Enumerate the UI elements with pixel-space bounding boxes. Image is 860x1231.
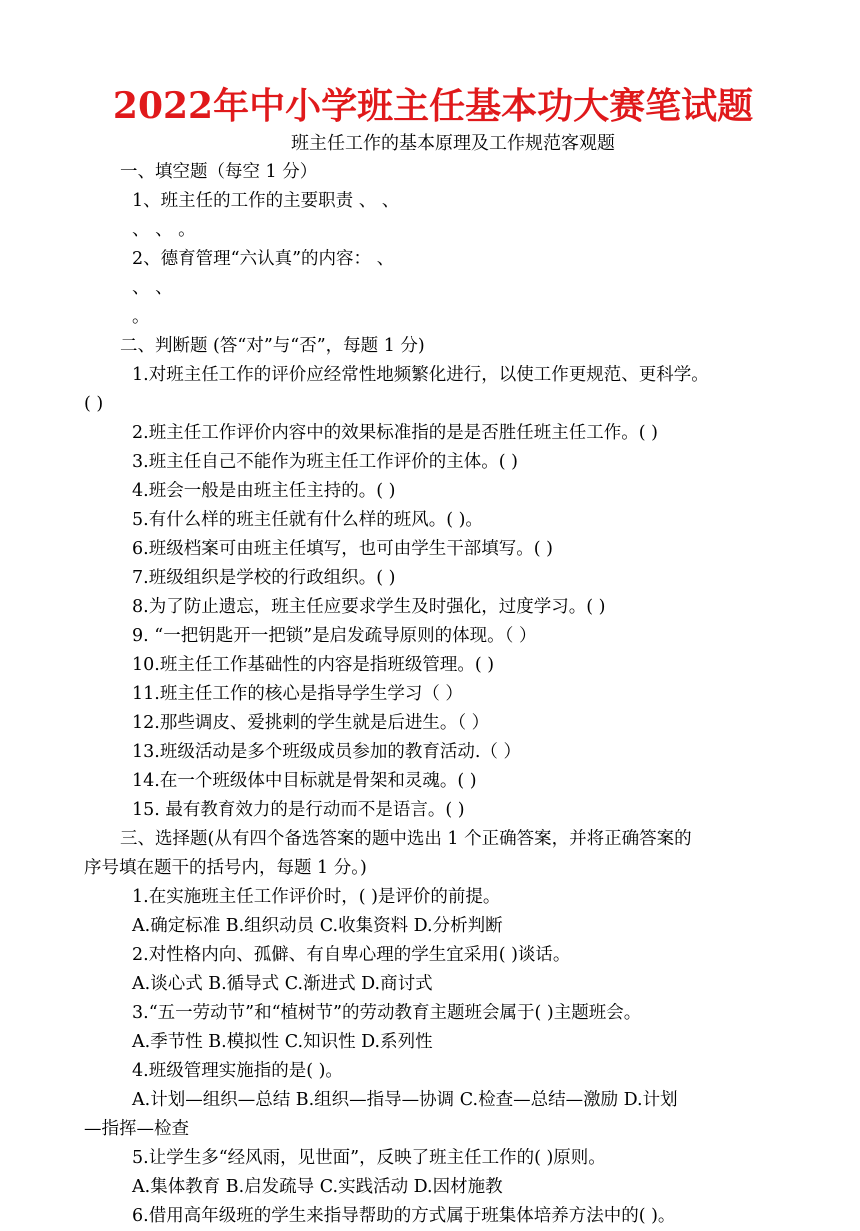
list-item: 3.班主任自己不能作为班主任工作评价的主体。( ) (132, 452, 518, 472)
list-item: 4.班会一般是由班主任主持的。( ) (132, 481, 396, 501)
answer-options: A.集体教育 B.启发疏导 C.实践活动 D.因材施教 (132, 1177, 503, 1197)
section-heading: 序号填在题干的括号内，每题 1 分。) (84, 858, 367, 878)
page-subtitle: 班主任工作的基本原理及工作规范客观题 (291, 133, 615, 154)
list-item: 7.班级组织是学校的行政组织。( ) (132, 568, 396, 588)
list-item: 10.班主任工作基础性的内容是指班级管理。( ) (132, 655, 495, 675)
list-item: 6.班级档案可由班主任填写，也可由学生干部填写。( ) (132, 539, 553, 559)
question-text: 2、德育管理“六认真”的内容： 、 (132, 249, 395, 269)
list-item: 8.为了防止遗忘，班主任应要求学生及时强化，过度学习。( ) (132, 597, 606, 617)
question-text: 3.“五一劳动节”和“植树节”的劳动教育主题班会属于( )主题班会。 (132, 1003, 642, 1023)
answer-options: A.季节性 B.模拟性 C.知识性 D.系列性 (132, 1032, 433, 1052)
question-text: 2.对性格内向、孤僻、有自卑心理的学生宜采用( )谈话。 (132, 945, 571, 965)
question-text: 、 、 。 (132, 220, 196, 240)
section-fill-in-blank (84, 158, 782, 332)
answer-options: A.谈心式 B.循导式 C.渐进式 D.商讨式 (132, 974, 433, 994)
section-heading: 一、填空题（每空 1 分） (120, 162, 318, 182)
list-item: 12.那些调皮、爱挑刺的学生就是后进生。（ ） (132, 713, 490, 733)
question-text: 1.在实施班主任工作评价时，( )是评价的前提。 (132, 887, 501, 907)
question-text: 1.对班主任工作的评价应经常性地频繁化进行，以使工作更规范、更科学。 (132, 365, 709, 385)
list-item: 9. “一把钥匙开一把锁”是启发疏导原则的体现。（ ） (132, 626, 537, 646)
section-heading: 二、判断题 (答“对”与“否”，每题 1 分) (120, 336, 425, 356)
answer-options: —指挥—检查 (84, 1119, 189, 1139)
question-text: ( ) (84, 394, 104, 414)
question-text: 5.让学生多“经风雨，见世面”，反映了班主任工作的( )原则。 (132, 1148, 606, 1168)
section-multiple-choice (84, 825, 782, 1231)
answer-options: A.确定标准 B.组织动员 C.收集资料 D.分析判断 (132, 916, 503, 936)
section-heading: 三、选择题(从有四个备选答案的题中选出 1 个正确答案，并将正确答案的 (120, 829, 692, 849)
page-title: 2022年中小学班主任基本功大赛笔试题 (112, 85, 754, 127)
answer-options: A.计划—组织—总结 B.组织—指导—协调 C.检查—总结—激励 D.计划 (132, 1090, 678, 1110)
list-item: 14.在一个班级体中目标就是骨架和灵魂。( ) (132, 771, 477, 791)
section-true-false (84, 332, 782, 825)
question-text: 。 (132, 307, 150, 327)
question-text: 6.借用高年级班的学生来指导帮助的方式属于班集体培养方法中的( )。 (132, 1206, 676, 1226)
question-text: 4.班级管理实施指的是( )。 (132, 1061, 343, 1081)
list-item: 13.班级活动是多个班级成员参加的教育活动.（ ） (132, 742, 521, 762)
question-text: 1、班主任的工作的主要职责 、 、 (132, 191, 400, 211)
list-item: 15. 最有教育效力的是行动而不是语言。( ) (132, 800, 465, 820)
question-list (84, 419, 782, 825)
list-item: 5.有什么样的班主任就有什么样的班风。( )。 (132, 510, 483, 530)
list-item: 2.班主任工作评价内容中的效果标准指的是是否胜任班主任工作。( ) (132, 423, 658, 443)
question-text: 、 、 (132, 278, 173, 298)
list-item: 11.班主任工作的核心是指导学生学习（ ） (132, 684, 463, 704)
